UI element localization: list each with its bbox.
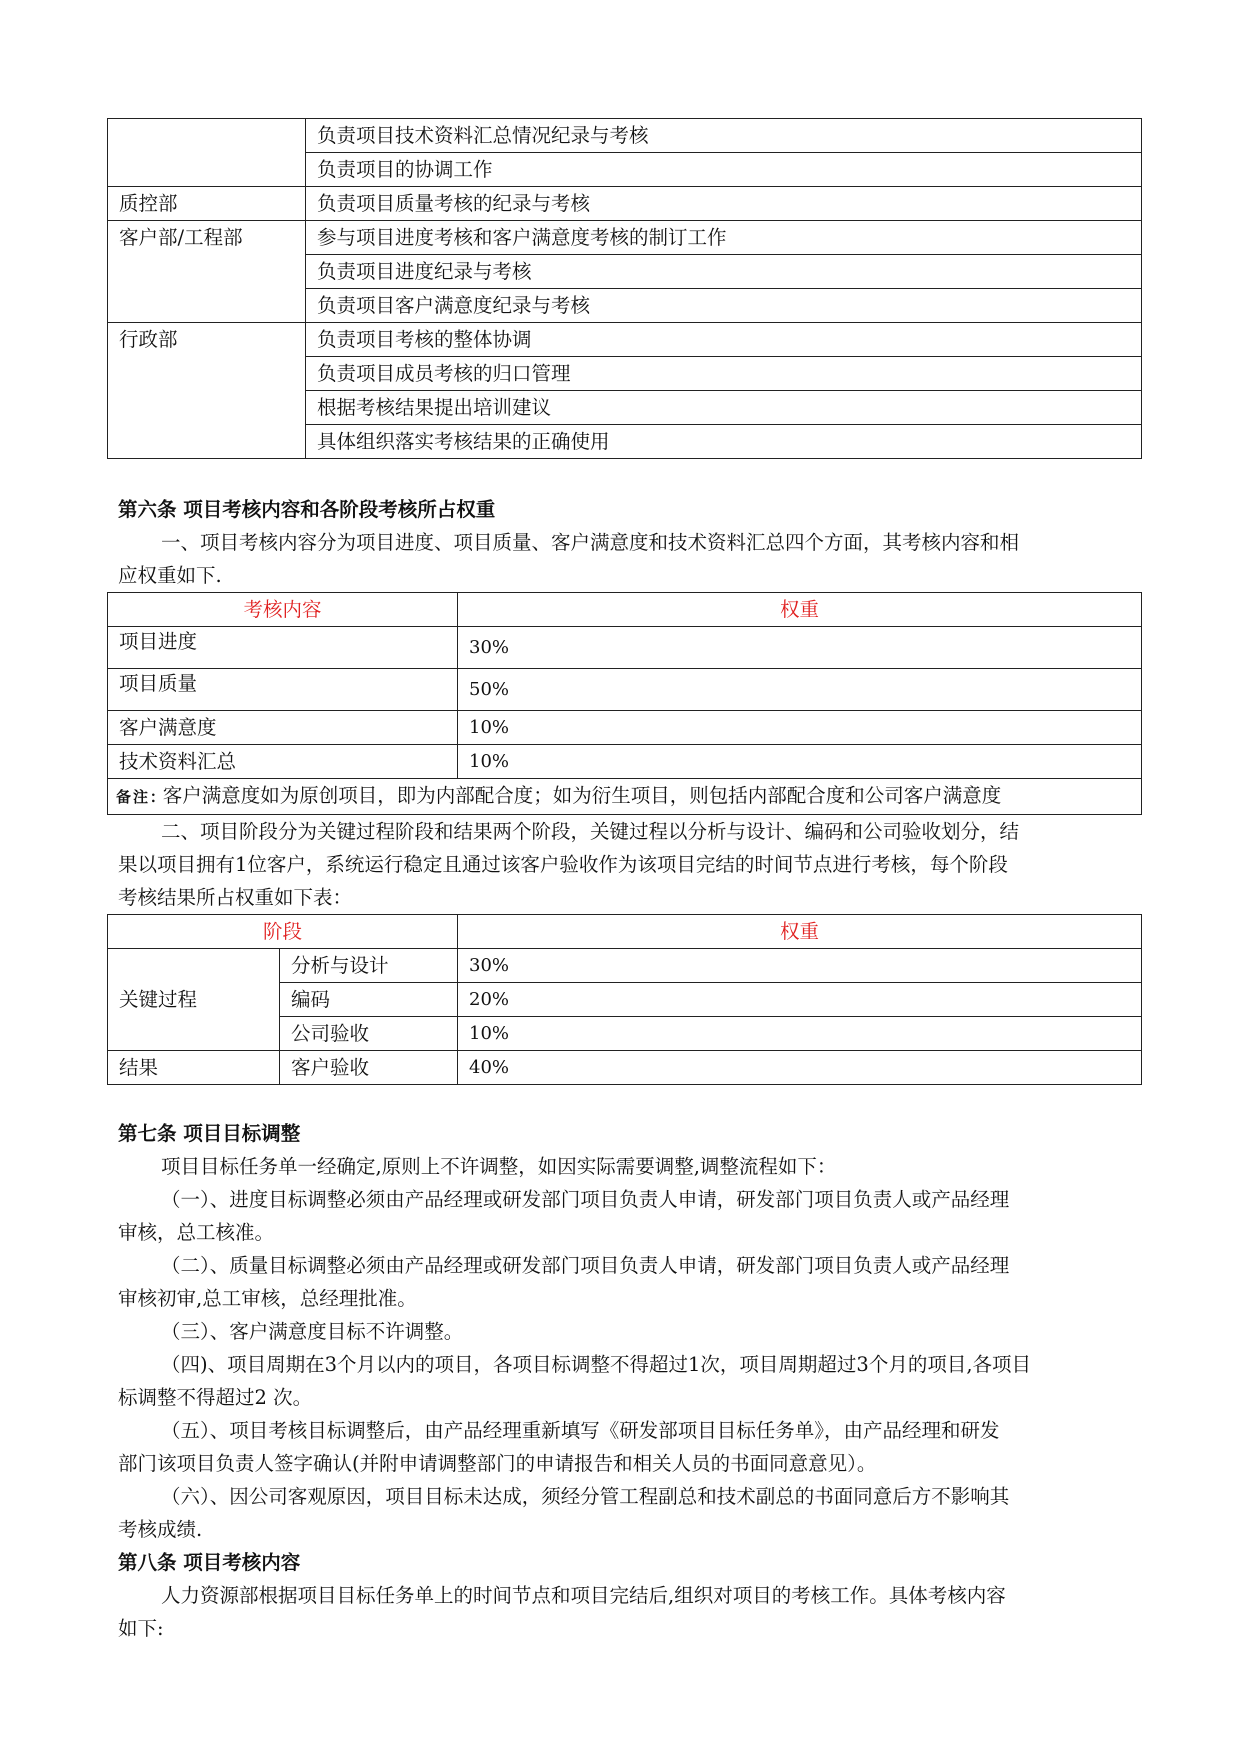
table-row bbox=[108, 745, 1142, 779]
table-row bbox=[108, 187, 1142, 221]
article7-line: 审核，总工核准。 bbox=[118, 1221, 275, 1244]
table-row bbox=[108, 949, 1142, 983]
article7-heading: 第七条 项目目标调整 bbox=[118, 1122, 301, 1145]
duty-cell: 负责项目技术资料汇总情况纪录与考核 bbox=[306, 119, 1142, 153]
stage-table bbox=[107, 914, 1142, 1085]
article8-line1: 人力资源部根据项目目标任务单上的时间节点和项目完结后,组织对项目的考核工作。具体考核内容 bbox=[161, 1584, 1006, 1607]
duty-cell: 负责项目进度纪录与考核 bbox=[306, 255, 1142, 289]
duty-cell: 根据考核结果提出培训建议 bbox=[306, 391, 1142, 425]
article6-para1-line1: 一、项目考核内容分为项目进度、项目质量、客户满意度和技术资料汇总四个方面，其考核内容和相 bbox=[161, 531, 1020, 554]
item-cell: 客户满意度 bbox=[108, 711, 458, 745]
sub-stage-cell: 公司验收 bbox=[280, 1017, 458, 1051]
weight-cell: 40% bbox=[458, 1051, 1142, 1085]
weight-cell: 30% bbox=[458, 627, 1142, 669]
header-weight-cell: 权重 bbox=[458, 915, 1142, 949]
dept-cell: 客户部/工程部 bbox=[108, 221, 306, 323]
dept-cell bbox=[108, 119, 306, 187]
article8-heading: 第八条 项目考核内容 bbox=[118, 1551, 301, 1574]
article7-line: （一）、进度目标调整必须由产品经理或研发部门项目负责人申请，研发部门项目负责人或产品经理 bbox=[161, 1188, 1010, 1211]
duty-cell: 参与项目进度考核和客户满意度考核的制订工作 bbox=[306, 221, 1142, 255]
article7-line: 考核成绩. bbox=[118, 1518, 203, 1541]
weight-cell: 20% bbox=[458, 983, 1142, 1017]
article6-para2-line3: 考核结果所占权重如下表： bbox=[118, 886, 353, 909]
weight-table bbox=[107, 592, 1142, 815]
spacer bbox=[107, 1085, 1141, 1117]
header-stage-cell: 阶段 bbox=[108, 915, 458, 949]
sub-stage-cell: 编码 bbox=[280, 983, 458, 1017]
weight-cell: 10% bbox=[458, 745, 1142, 779]
header-weight-cell: 权重 bbox=[458, 593, 1142, 627]
article6-para2-line1: 二、项目阶段分为关键过程阶段和结果两个阶段，关键过程以分析与设计、编码和公司验收划分，结 bbox=[161, 820, 1020, 843]
table-row bbox=[108, 669, 1142, 711]
item-cell: 技术资料汇总 bbox=[108, 745, 458, 779]
weight-cell: 10% bbox=[458, 711, 1142, 745]
item-cell: 项目进度 bbox=[108, 627, 458, 669]
table-row bbox=[108, 323, 1142, 357]
duty-cell: 负责项目的协调工作 bbox=[306, 153, 1142, 187]
weight-cell: 50% bbox=[458, 669, 1142, 711]
table-row bbox=[108, 119, 1142, 153]
weight-cell: 10% bbox=[458, 1017, 1142, 1051]
document-page bbox=[107, 118, 1141, 1645]
article6-para2-line2: 果以项目拥有1位客户，系统运行稳定且通过该客户验收作为该项目完结的时间节点进行考核，每个阶段 bbox=[118, 853, 1008, 876]
article7-line: （六）、因公司客观原因，项目目标未达成，须经分管工程副总和技术副总的书面同意后方不影响其 bbox=[161, 1485, 1010, 1508]
note-cell bbox=[108, 779, 1142, 815]
table-row bbox=[108, 627, 1142, 669]
duty-cell: 负责项目考核的整体协调 bbox=[306, 323, 1142, 357]
article7-line: （三）、客户满意度目标不许调整。 bbox=[161, 1320, 464, 1343]
duty-cell: 负责项目客户满意度纪录与考核 bbox=[306, 289, 1142, 323]
article7-line: 部门该项目负责人签字确认(并附申请调整部门的申请报告和相关人员的书面同意意见）。 bbox=[118, 1452, 877, 1475]
dept-cell: 质控部 bbox=[108, 187, 306, 221]
item-cell: 项目质量 bbox=[108, 669, 458, 711]
table-header-row bbox=[108, 593, 1142, 627]
duty-cell: 负责项目成员考核的归口管理 bbox=[306, 357, 1142, 391]
article6-heading: 第六条 项目考核内容和各阶段考核所占权重 bbox=[118, 498, 496, 521]
note-row bbox=[108, 779, 1142, 815]
article7-line: 审核初审,总工审核，总经理批准。 bbox=[118, 1287, 417, 1310]
article7-line: 项目目标任务单一经确定,原则上不许调整，如因实际需要调整,调整流程如下： bbox=[161, 1155, 837, 1178]
article8-line2: 如下: bbox=[118, 1617, 164, 1640]
note-text: : 客户满意度如为原创项目，即为内部配合度；如为衍生项目，则包括内部配合度和公司客户满意度 bbox=[150, 784, 1002, 807]
sub-stage-cell: 分析与设计 bbox=[280, 949, 458, 983]
sub-stage-cell: 客户验收 bbox=[280, 1051, 458, 1085]
table-row bbox=[108, 1051, 1142, 1085]
stage-group-cell: 结果 bbox=[108, 1051, 280, 1085]
duty-cell: 具体组织落实考核结果的正确使用 bbox=[306, 425, 1142, 459]
dept-cell: 行政部 bbox=[108, 323, 306, 459]
duty-cell: 负责项目质量考核的纪录与考核 bbox=[306, 187, 1142, 221]
article7-line: 标调整不得超过2 次。 bbox=[118, 1386, 313, 1409]
article7-line: （五）、项目考核目标调整后，由产品经理重新填写《研发部项目目标任务单》，由产品经理和研发 bbox=[161, 1419, 1000, 1442]
table-row bbox=[108, 711, 1142, 745]
weight-cell: 30% bbox=[458, 949, 1142, 983]
dept-duty-table bbox=[107, 118, 1142, 459]
spacer bbox=[107, 459, 1141, 493]
table-row bbox=[108, 221, 1142, 255]
note-label: 备注 bbox=[116, 788, 151, 806]
article7-line: （二）、质量目标调整必须由产品经理或研发部门项目负责人申请，研发部门项目负责人或产品经理 bbox=[161, 1254, 1010, 1277]
header-content-cell: 考核内容 bbox=[108, 593, 458, 627]
stage-group-cell: 关键过程 bbox=[108, 949, 280, 1051]
article7-line: （四)、项目周期在3个月以内的项目，各项目标调整不得超过1次，项目周期超过3个月的项目,各项目 bbox=[161, 1353, 1032, 1376]
table-header-row bbox=[108, 915, 1142, 949]
article6-para1-line2: 应权重如下. bbox=[118, 564, 222, 587]
